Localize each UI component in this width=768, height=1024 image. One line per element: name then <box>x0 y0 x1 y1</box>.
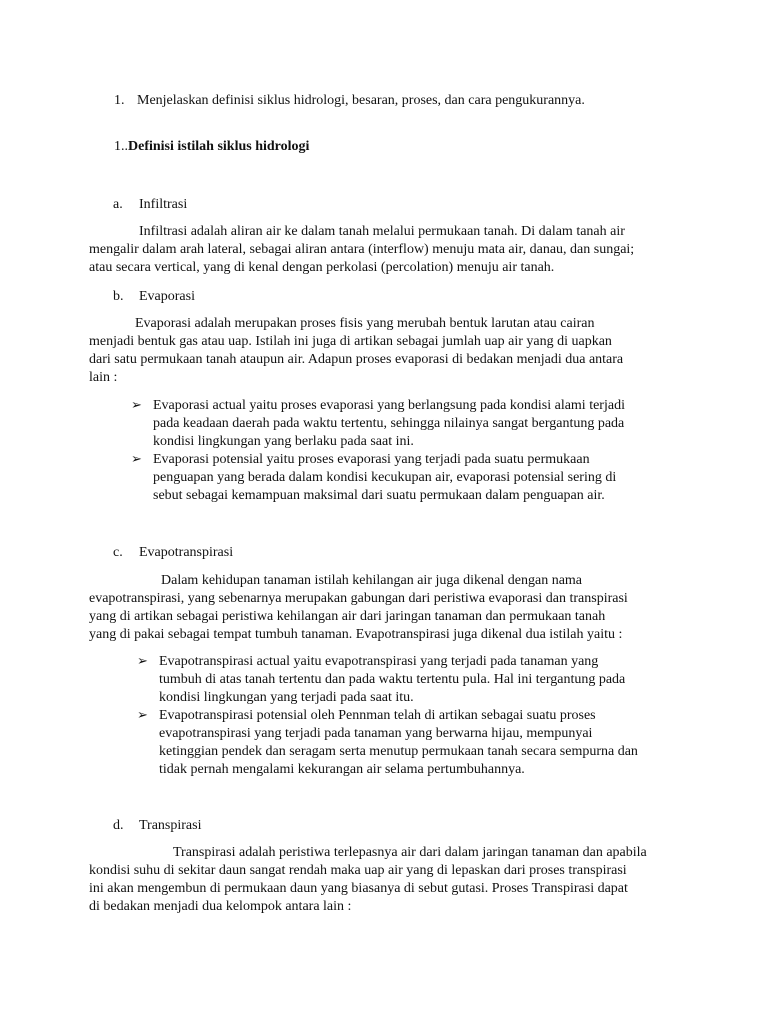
section-c-bullet-line: Evapotranspirasi actual yaitu evapotranspirasi yang terjadi pada tanaman yang <box>159 654 599 669</box>
section-b-letter: b. <box>113 289 124 304</box>
heading-text: Menjelaskan definisi siklus hidrologi, besaran, proses, dan cara pengukurannya. <box>137 93 585 108</box>
section-b-bullet-line: sebut sebagai kemampuan maksimal dari suatu permukaan dalam penguapan air. <box>153 488 605 503</box>
section-c-bullet-line: evapotranspirasi yang terjadi pada tanaman yang berwarna hijau, mempunyai <box>159 726 593 741</box>
heading-number: 1. <box>114 93 125 108</box>
section-b-bullet-line: pada keadaan daerah pada waktu tertentu, sehingga nilainya sangat bergantung pada <box>153 416 625 431</box>
section-c-letter: c. <box>113 545 123 560</box>
section-b-para-line: menjadi bentuk gas atau uap. Istilah ini juga di artikan sebagai jumlah uap air yang di uapkan <box>89 334 612 349</box>
section-b-bullet-line: penguapan yang berada dalam kondisi kecukupan air, evaporasi potensial sering di <box>153 470 617 485</box>
section-c-bullet-line: tumbuh di atas tanah tertentu dan pada waktu tertentu pula. Hal ini tergantung pada <box>159 672 626 687</box>
section-d-para-line: ini akan mengembun di permukaan daun yang biasanya di sebut gutasi. Proses Transpirasi dapat <box>89 881 628 896</box>
section-a-para-line: mengalir dalam arah lateral, sebagai aliran antara (interflow) menuju mata air, danau, dan sungai; <box>89 242 635 257</box>
section-b-para-line: dari satu permukaan tanah ataupun air. Adapun proses evaporasi di bedakan menjadi dua antara <box>89 352 624 367</box>
section-d-para-line: di bedakan menjadi dua kelompok antara lain : <box>89 899 352 914</box>
section-c-bullet-line: kondisi lingkungan yang terjadi pada saat itu. <box>159 690 414 705</box>
section-a-para-line: atau secara vertical, yang di kenal dengan perkolasi (percolation) menuju air tanah. <box>89 260 555 275</box>
section-b-title: Evaporasi <box>139 289 195 304</box>
section-c-bullet-line: ketinggian pendek dan seragam serta menutup permukaan tanah secara sempurna dan <box>159 744 638 759</box>
arrowhead-bullet-icon: ➢ <box>137 654 148 669</box>
subheading-title: Definisi istilah siklus hidrologi <box>128 139 310 154</box>
section-d-letter: d. <box>113 818 124 833</box>
section-b-bullet-line: Evaporasi actual yaitu proses evaporasi yang berlangsung pada kondisi alami terjadi <box>153 398 625 413</box>
section-b-para-line: lain : <box>89 370 118 385</box>
section-b-bullet-line: Evaporasi potensial yaitu proses evaporasi yang terjadi pada suatu permukaan <box>153 452 590 467</box>
section-a-para-line: Infiltrasi adalah aliran air ke dalam tanah melalui permukaan tanah. Di dalam tanah air <box>139 224 625 239</box>
arrowhead-bullet-icon: ➢ <box>131 398 142 413</box>
section-d-title: Transpirasi <box>139 818 202 833</box>
section-c-title: Evapotranspirasi <box>139 545 234 560</box>
section-c-para-line: evapotranspirasi, yang sebenarnya merupakan gabungan dari peristiwa evaporasi dan transpirasi <box>89 591 628 606</box>
subheading-prefix: 1.. <box>114 139 128 154</box>
section-c-para-line: yang di pakai sebagai tempat tumbuh tanaman. Evapotranspirasi juga dikenal dua istilah yaitu : <box>89 627 623 642</box>
arrowhead-bullet-icon: ➢ <box>131 452 142 467</box>
section-b-para-line: Evaporasi adalah merupakan proses fisis yang merubah bentuk larutan atau cairan <box>135 316 595 331</box>
section-c-bullet-line: tidak pernah mengalami kekurangan air selama pertumbuhannya. <box>159 762 525 777</box>
section-b-bullet-line: kondisi lingkungan yang berlaku pada saat ini. <box>153 434 414 449</box>
section-c-para-line: Dalam kehidupan tanaman istilah kehilangan air juga dikenal dengan nama <box>161 573 583 588</box>
section-d-para-line: kondisi suhu di sekitar daun sangat rendah maka uap air yang di lepaskan dari proses transpirasi <box>89 863 627 878</box>
section-c-bullet-line: Evapotranspirasi potensial oleh Pennman telah di artikan sebagai suatu proses <box>159 708 596 723</box>
section-a-letter: a. <box>113 197 123 212</box>
arrowhead-bullet-icon: ➢ <box>137 708 148 723</box>
subheading <box>114 138 309 156</box>
section-c-para-line: yang di artikan sebagai peristiwa kehilangan air dari jaringan tanaman dan permukaan tanah <box>89 609 606 624</box>
section-a-title: Infiltrasi <box>139 197 188 212</box>
section-d-para-line: Transpirasi adalah peristiwa terlepasnya air dari dalam jaringan tanaman dan apabila <box>173 845 647 860</box>
